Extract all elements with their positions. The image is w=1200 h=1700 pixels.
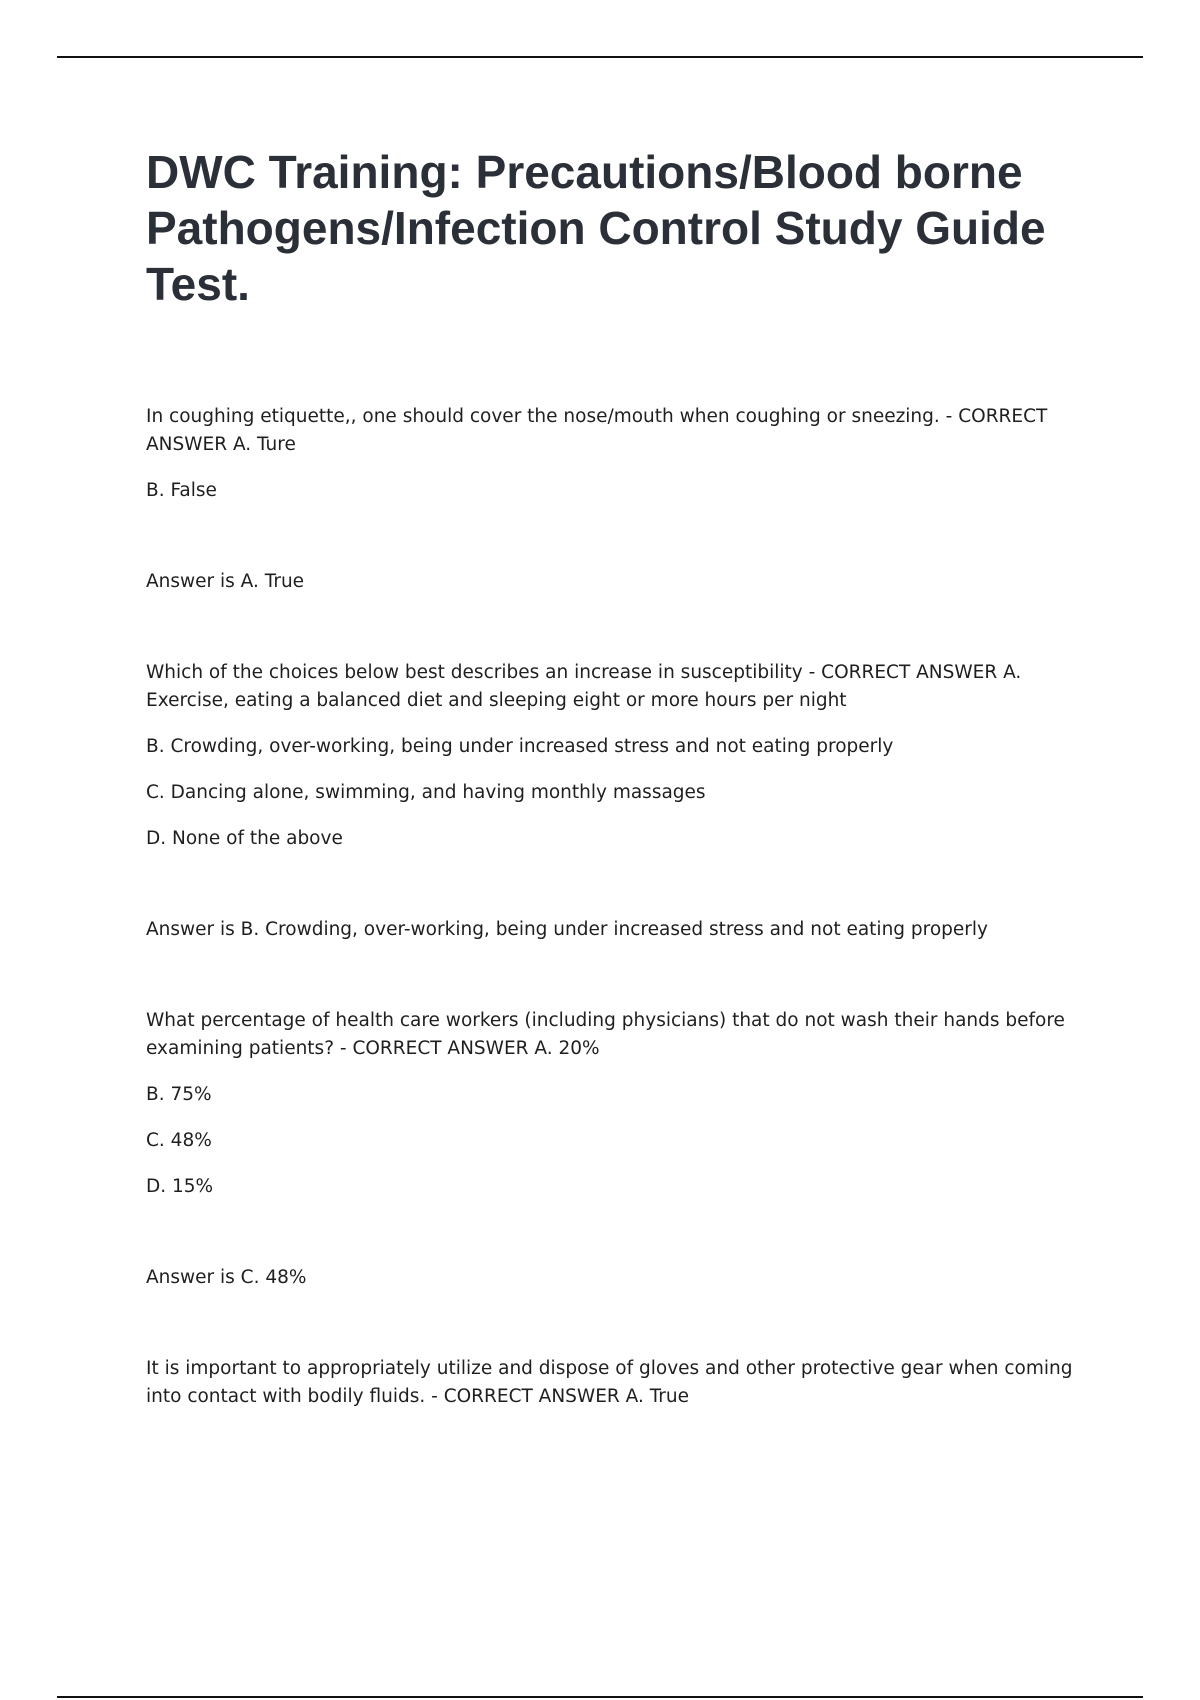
option-text: B. False [146, 480, 217, 501]
option-text: B. Crowding, over-working, being under increased stress and not eating properly [146, 736, 894, 757]
question-block-4 [146, 1355, 1096, 1411]
question-text: What percentage of health care workers (including physicians) that do not wash their hands before examining patients? - CORRECT ANSWER A. 20% [146, 1010, 1065, 1059]
bottom-divider [57, 1696, 1143, 1698]
answer-text: Answer is A. True [146, 571, 305, 592]
question-block-1 [146, 403, 1096, 596]
top-divider [57, 56, 1143, 58]
answer-text: Answer is B. Crowding, over-working, being under increased stress and not eating properly [146, 919, 989, 940]
option-text: C. Dancing alone, swimming, and having monthly massages [146, 782, 706, 803]
question-text: It is important to appropriately utilize and dispose of gloves and other protective gear when coming into contact with bodily fluids. - CORRECT ANSWER A. True [146, 1358, 1073, 1407]
question-text: In coughing etiquette,, one should cover the nose/mouth when coughing or sneezing. - CORRECT ANSWER A. Ture [146, 406, 1048, 455]
option-text: B. 75% [146, 1084, 212, 1105]
answer-text: Answer is C. 48% [146, 1267, 307, 1288]
question-block-3 [146, 1007, 1096, 1292]
option-text: C. 48% [146, 1130, 212, 1151]
option-text: D. 15% [146, 1176, 214, 1197]
page-title: DWC Training: Precautions/Blood borne Pathogens/Infection Control Study Guide Test. [146, 146, 1046, 310]
question-block-2 [146, 659, 1096, 944]
option-text: D. None of the above [146, 828, 343, 849]
question-text: Which of the choices below best describes an increase in susceptibility - CORRECT ANSWER A. Exercise, eating a balanced diet and sleeping eight or more hours per night [146, 662, 1022, 711]
document-body [146, 403, 1096, 1411]
